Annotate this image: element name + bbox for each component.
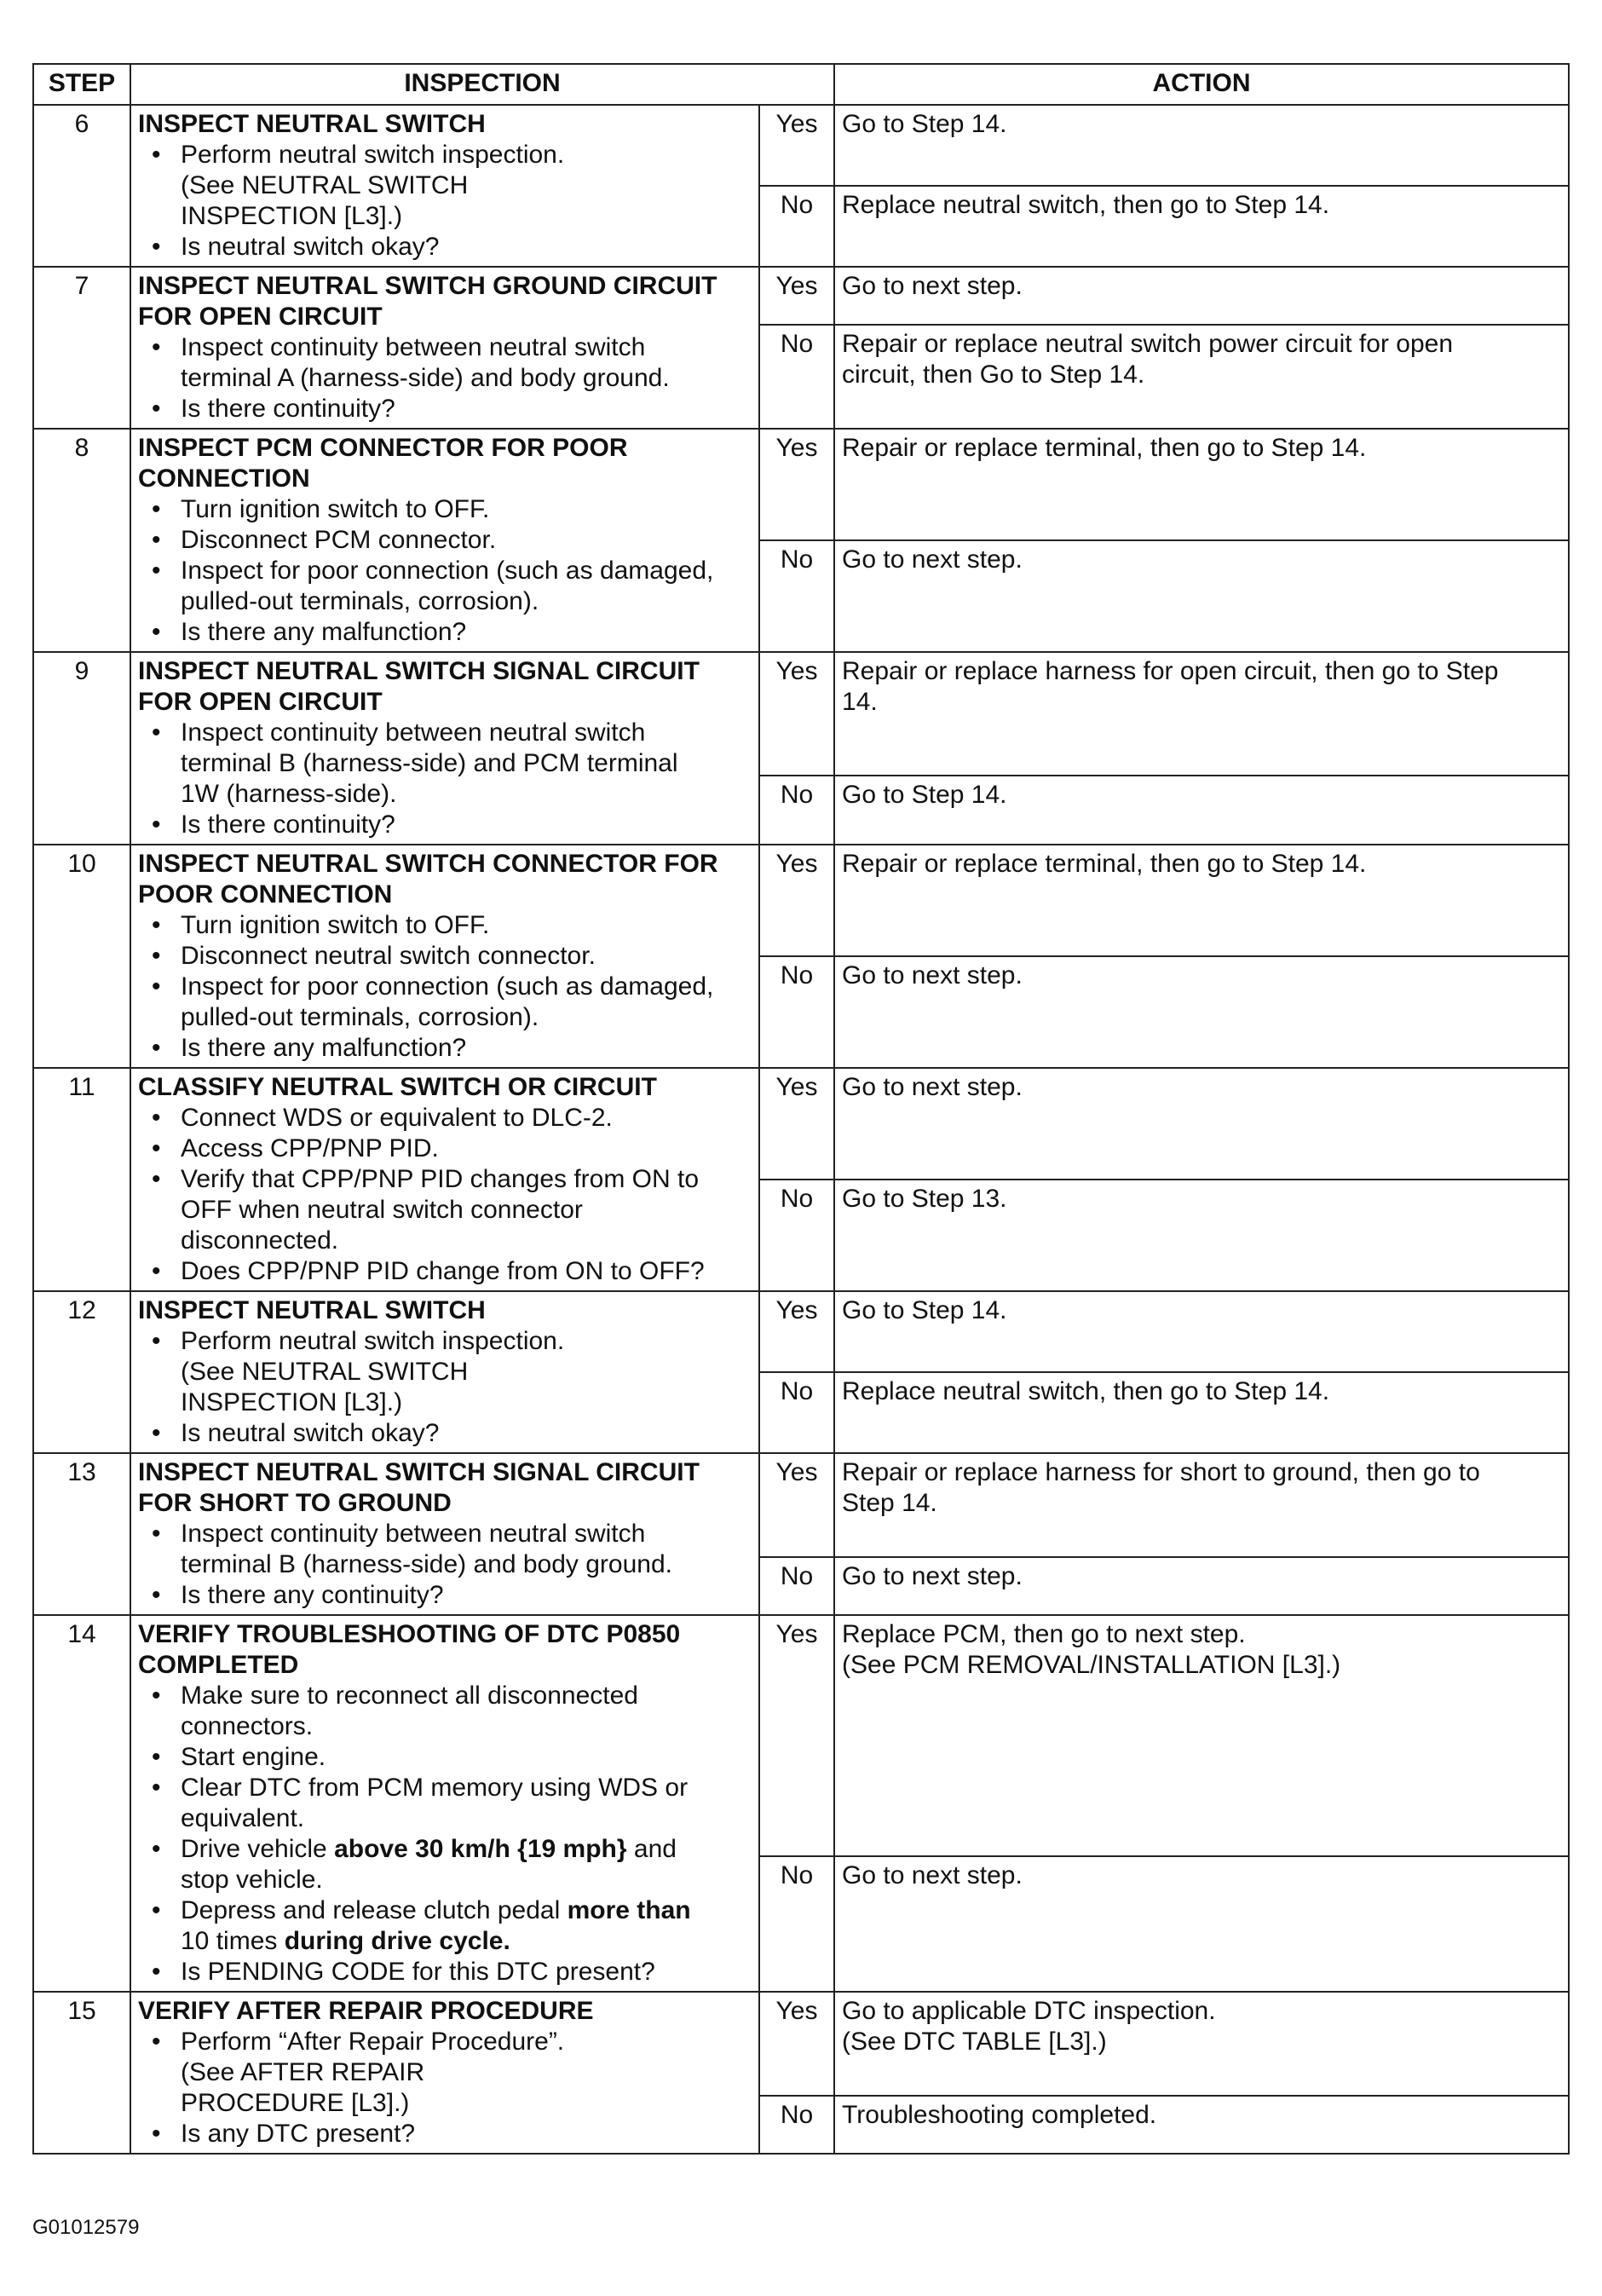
no-action [834, 1557, 1569, 1615]
list-item [181, 2027, 752, 2119]
bullet-text: and [626, 1835, 677, 1863]
inspection-title: INSPECT NEUTRAL SWITCH CONNECTOR FOR POOR CONNECTION [138, 850, 718, 909]
action-line: Go to Step 14. [842, 1296, 1007, 1324]
list-item [181, 1134, 752, 1164]
inspection-cell [130, 652, 759, 845]
table-row [33, 267, 1569, 325]
list-item [181, 525, 752, 556]
bullet-line: • Disconnect PCM connector. [181, 526, 497, 554]
inspection-title: INSPECT NEUTRAL SWITCH [138, 1296, 486, 1324]
list-item [181, 1519, 752, 1580]
no-action [834, 325, 1569, 429]
no-label: No [759, 1557, 834, 1615]
bullet-line: • Inspect continuity between neutral switch [181, 718, 646, 747]
inspection-title: INSPECT NEUTRAL SWITCH SIGNAL CIRCUIT FOR SHORT TO GROUND [138, 1458, 700, 1517]
bullet-line: • Inspect continuity between neutral switch [181, 333, 646, 361]
yes-label: Yes [759, 105, 834, 186]
list-item [181, 2119, 752, 2149]
list-item [181, 718, 752, 810]
action-line: Repair or replace neutral switch power circuit for open [842, 330, 1454, 359]
bullet-line: • Perform neutral switch inspection. [181, 1327, 565, 1355]
bullet-line: • Verify that CPP/PNP PID changes from ON to [181, 1165, 700, 1193]
action-line: Repair or replace terminal, then go to Step 14. [842, 434, 1367, 462]
bullet-line: terminal B (harness-side) and body ground. [181, 1550, 672, 1578]
bullet-line: INSPECTION [L3].) [181, 202, 403, 230]
no-label: No [759, 186, 834, 267]
bullet-text: Drive vehicle [181, 1835, 335, 1863]
bullet-line: INSPECTION [L3].) [181, 1388, 403, 1416]
action-line: (See PCM REMOVAL/INSTALLATION [L3].) [842, 1651, 1341, 1679]
header-inspection: INSPECTION [130, 64, 834, 105]
no-action [834, 1856, 1569, 1992]
inspection-title: INSPECT PCM CONNECTOR FOR POOR CONNECTION [138, 434, 628, 493]
header-action: ACTION [834, 64, 1569, 105]
bullet-line: equivalent. [181, 1804, 305, 1832]
bullet-text: Depress and release clutch pedal [181, 1896, 568, 1924]
list-item [181, 810, 752, 840]
table-row [33, 1291, 1569, 1372]
list-item [181, 332, 752, 394]
no-action [834, 1180, 1569, 1291]
bullet-line: terminal A (harness-side) and body ground. [181, 364, 670, 392]
action-line: Troubleshooting completed. [842, 2100, 1157, 2129]
list-item [181, 1773, 752, 1834]
list-item [181, 1033, 752, 1064]
table-row [33, 105, 1569, 186]
no-label: No [759, 1856, 834, 1992]
yes-label: Yes [759, 1615, 834, 1856]
action-line: Repair or replace terminal, then go to Step 14. [842, 850, 1367, 878]
list-item [181, 1164, 752, 1256]
bullet-line [181, 1895, 752, 1926]
table-row [33, 429, 1569, 540]
action-line: Replace neutral switch, then go to Step 14. [842, 191, 1330, 219]
yes-action [834, 1615, 1569, 1856]
table-body [33, 105, 1569, 2154]
bullet-line: pulled-out terminals, corrosion). [181, 1003, 539, 1031]
bullet-line: • Perform neutral switch inspection. [181, 141, 565, 169]
list-item [181, 1834, 752, 1895]
inspection-title: CLASSIFY NEUTRAL SWITCH OR CIRCUIT [138, 1073, 657, 1101]
bullet-line: • Start engine. [181, 1743, 326, 1771]
inspection-title: INSPECT NEUTRAL SWITCH GROUND CIRCUIT FOR OPEN CIRCUIT [138, 272, 717, 331]
action-line: circuit, then Go to Step 14. [842, 361, 1145, 389]
yes-label: Yes [759, 1453, 834, 1557]
bullet-line: • Is there any continuity? [181, 1581, 444, 1609]
list-item [181, 1103, 752, 1134]
list-item [181, 617, 752, 648]
bullet-line: • Is neutral switch okay? [181, 233, 440, 261]
list-item [181, 394, 752, 424]
table-row [33, 1615, 1569, 1856]
table-row [33, 1453, 1569, 1557]
list-item [181, 1256, 752, 1287]
list-item [181, 1580, 752, 1611]
bullet-line: • Inspect for poor connection (such as damaged, [181, 557, 714, 585]
yes-label: Yes [759, 267, 834, 325]
bullet-line: • Perform “After Repair Procedure”. [181, 2028, 565, 2056]
inspection-cell [130, 1291, 759, 1453]
bullet-line: • Make sure to reconnect all disconnected [181, 1682, 638, 1710]
no-action [834, 540, 1569, 652]
inspection-cell [130, 105, 759, 267]
bullet-text: during drive cycle. [277, 1927, 510, 1955]
inspection-cell [130, 1453, 759, 1615]
inspection-list [138, 332, 752, 424]
inspection-title: INSPECT NEUTRAL SWITCH SIGNAL CIRCUIT FOR OPEN CIRCUIT [138, 657, 700, 716]
bullet-line: stop vehicle. [181, 1866, 323, 1894]
list-item [181, 1326, 752, 1418]
inspection-list [138, 140, 752, 262]
bullet-line: • Is PENDING CODE for this DTC present? [181, 1958, 655, 1986]
no-label: No [759, 2096, 834, 2154]
bullet-line: (See NEUTRAL SWITCH [181, 171, 469, 199]
no-label: No [759, 325, 834, 429]
inspection-title: VERIFY TROUBLESHOOTING OF DTC P0850 COMPLETED [138, 1620, 681, 1679]
list-item [181, 556, 752, 617]
action-line: Go to next step. [842, 1861, 1023, 1890]
bullet-line: • Is there continuity? [181, 811, 395, 839]
step-number: 15 [33, 1992, 130, 2154]
bullet-line [181, 1834, 752, 1865]
bullet-line: • Disconnect neutral switch connector. [181, 942, 596, 970]
bullet-line: • Turn ignition switch to OFF. [181, 911, 490, 939]
no-label: No [759, 1180, 834, 1291]
action-line: Repair or replace harness for open circuit, then go to Step [842, 657, 1499, 685]
no-label: No [759, 956, 834, 1068]
list-item [181, 972, 752, 1033]
yes-action [834, 105, 1569, 186]
action-line: Step 14. [842, 1489, 937, 1517]
yes-action [834, 1992, 1569, 2096]
action-line: 14. [842, 688, 878, 716]
table-row [33, 1992, 1569, 2096]
bullet-text: 10 times [181, 1927, 278, 1955]
yes-action [834, 1453, 1569, 1557]
yes-label: Yes [759, 1291, 834, 1372]
step-number: 12 [33, 1291, 130, 1453]
bullet-line: • Turn ignition switch to OFF. [181, 495, 490, 523]
inspection-cell [130, 845, 759, 1068]
bullet-line: terminal B (harness-side) and PCM terminal [181, 749, 678, 777]
action-line: Go to next step. [842, 1561, 1023, 1590]
no-action [834, 956, 1569, 1068]
no-label: No [759, 1372, 834, 1453]
list-item [181, 1957, 752, 1987]
table-header-row [33, 64, 1569, 105]
bullet-line: (See NEUTRAL SWITCH [181, 1358, 469, 1386]
step-number: 9 [33, 652, 130, 845]
step-number: 13 [33, 1453, 130, 1615]
list-item [181, 910, 752, 941]
action-line: Go to next step. [842, 961, 1023, 989]
bullet-line: • Inspect continuity between neutral switch [181, 1520, 646, 1548]
action-line: Go to Step 14. [842, 110, 1007, 138]
bullet-line: • Connect WDS or equivalent to DLC-2. [181, 1104, 613, 1132]
inspection-list [138, 1326, 752, 1449]
bullet-line: • Does CPP/PNP PID change from ON to OFF? [181, 1257, 705, 1285]
yes-label: Yes [759, 845, 834, 956]
yes-action [834, 652, 1569, 776]
step-number: 11 [33, 1068, 130, 1291]
list-item [181, 232, 752, 262]
bullet-line: • Is there any malfunction? [181, 618, 467, 646]
list-item [181, 1742, 752, 1773]
inspection-cell [130, 267, 759, 429]
list-item [181, 1895, 752, 1957]
inspection-list [138, 718, 752, 840]
inspection-list [138, 910, 752, 1064]
table-row [33, 1068, 1569, 1180]
inspection-list [138, 2027, 752, 2149]
action-line: Repair or replace harness for short to ground, then go to [842, 1458, 1480, 1486]
action-line: Go to next step. [842, 1073, 1023, 1101]
yes-action [834, 429, 1569, 540]
step-number: 6 [33, 105, 130, 267]
yes-label: Yes [759, 1068, 834, 1180]
troubleshooting-table [32, 63, 1570, 2155]
yes-label: Yes [759, 429, 834, 540]
inspection-list [138, 494, 752, 648]
action-line: (See DTC TABLE [L3].) [842, 2028, 1107, 2056]
bullet-line: • Is there any malfunction? [181, 1034, 467, 1062]
list-item [181, 941, 752, 972]
no-label: No [759, 540, 834, 652]
figure-code: G01012579 [32, 2216, 140, 2239]
bullet-line: • Is neutral switch okay? [181, 1419, 440, 1447]
bullet-line: • Clear DTC from PCM memory using WDS or [181, 1774, 689, 1802]
action-line: Go to next step. [842, 545, 1023, 574]
no-action [834, 2096, 1569, 2154]
list-item [181, 140, 752, 232]
no-action [834, 1372, 1569, 1453]
action-line: Go to applicable DTC inspection. [842, 1997, 1216, 2025]
bullet-line: • Is any DTC present? [181, 2120, 416, 2148]
yes-action [834, 1068, 1569, 1180]
table-row [33, 652, 1569, 776]
bullet-line: 1W (harness-side). [181, 780, 397, 808]
yes-action [834, 1291, 1569, 1372]
inspection-cell [130, 1068, 759, 1291]
action-line: Go to Step 13. [842, 1185, 1007, 1213]
action-line: Replace neutral switch, then go to Step 14. [842, 1377, 1330, 1405]
bullet-line: OFF when neutral switch connector [181, 1196, 583, 1224]
step-number: 8 [33, 429, 130, 652]
action-line: Go to Step 14. [842, 780, 1007, 809]
bullet-line: • Inspect for poor connection (such as damaged, [181, 972, 714, 1001]
step-number: 14 [33, 1615, 130, 1992]
list-item [181, 1418, 752, 1449]
inspection-list [138, 1681, 752, 1987]
yes-label: Yes [759, 1992, 834, 2096]
bullet-line [181, 1926, 752, 1957]
list-item [181, 494, 752, 525]
action-line: Replace PCM, then go to next step. [842, 1620, 1246, 1648]
table-row [33, 845, 1569, 956]
bullet-text: more than [567, 1896, 691, 1924]
inspection-cell [130, 429, 759, 652]
bullet-text: above 30 km/h {19 mph} [334, 1835, 627, 1863]
bullet-line: (See AFTER REPAIR [181, 2058, 425, 2086]
action-line: Go to next step. [842, 272, 1023, 300]
no-action [834, 186, 1569, 267]
bullet-line: PROCEDURE [L3].) [181, 2089, 410, 2117]
header-step: STEP [33, 64, 130, 105]
list-item [181, 1681, 752, 1742]
bullet-line: • Is there continuity? [181, 395, 395, 423]
bullet-line: pulled-out terminals, corrosion). [181, 587, 539, 615]
bullet-line: disconnected. [181, 1226, 339, 1255]
inspection-title: INSPECT NEUTRAL SWITCH [138, 110, 486, 138]
step-number: 7 [33, 267, 130, 429]
bullet-line: • Access CPP/PNP PID. [181, 1134, 439, 1162]
inspection-list [138, 1519, 752, 1611]
yes-action [834, 267, 1569, 325]
inspection-cell [130, 1615, 759, 1992]
no-label: No [759, 776, 834, 845]
inspection-cell [130, 1992, 759, 2154]
yes-label: Yes [759, 652, 834, 776]
no-action [834, 776, 1569, 845]
inspection-title: VERIFY AFTER REPAIR PROCEDURE [138, 1997, 594, 2025]
inspection-list [138, 1103, 752, 1287]
bullet-line: connectors. [181, 1712, 314, 1740]
yes-action [834, 845, 1569, 956]
step-number: 10 [33, 845, 130, 1068]
